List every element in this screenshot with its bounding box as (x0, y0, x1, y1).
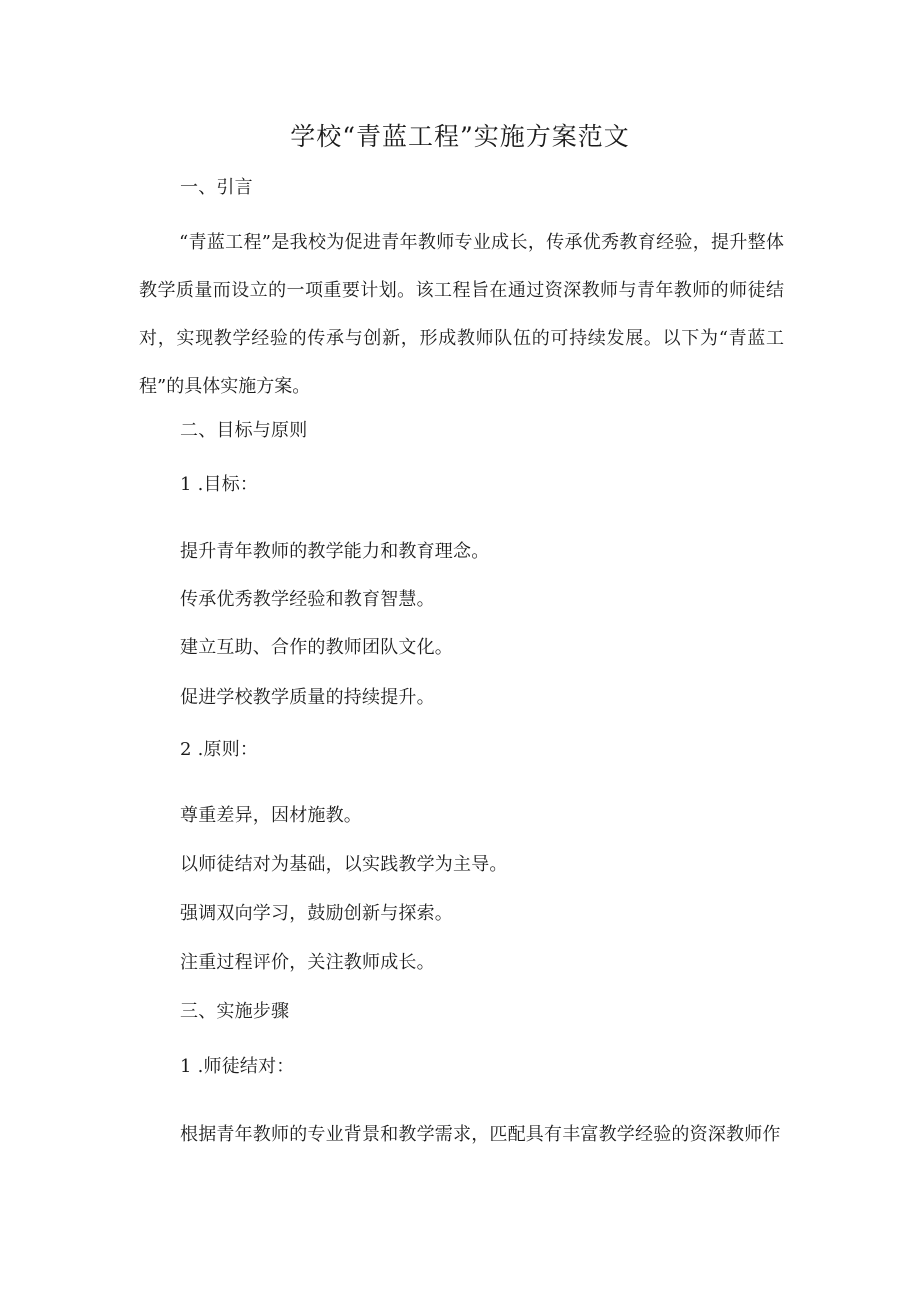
section-heading-goals-principles: 二、目标与原则 (180, 420, 308, 441)
goal-item: 建立互助、合作的教师团队文化。 (180, 637, 453, 658)
principle-item: 以师徒结对为基础，以实践教学为主导。 (180, 854, 508, 875)
section-heading-implementation: 三、实施步骤 (180, 1001, 290, 1022)
pairing-text: 根据青年教师的专业背景和教学需求，匹配具有丰富教学经验的资深教师作 (180, 1124, 781, 1145)
goal-item: 促进学校教学质量的持续提升。 (180, 687, 435, 708)
intro-paragraph: “青蓝工程”是我校为促进青年教师专业成长，传承优秀教育经验，提升整体教学质量而设立的一项重要计划。该工程旨在通过资深教师与青年教师的师徒结对，实现教学经验的传承与创新，形成教师队伍的可持续发展。以下为“青蓝工程”的具体实施方案。 (139, 232, 784, 397)
subheading-pairing: 1 .师徒结对： (180, 1056, 295, 1077)
principle-item: 尊重差异，因材施教。 (180, 805, 362, 826)
subheading-principles: 2 .原则： (180, 739, 259, 760)
subheading-goals: 1 .目标： (180, 474, 259, 495)
principle-item: 注重过程评价，关注教师成长。 (180, 952, 435, 973)
section-heading-introduction: 一、引言 (180, 177, 253, 198)
goal-item: 提升青年教师的教学能力和教育理念。 (180, 541, 490, 562)
principle-item: 强调双向学习，鼓励创新与探索。 (180, 903, 453, 924)
document-title: 学校“青蓝工程”实施方案范文 (290, 122, 630, 151)
goal-item: 传承优秀教学经验和教育智慧。 (180, 589, 435, 610)
